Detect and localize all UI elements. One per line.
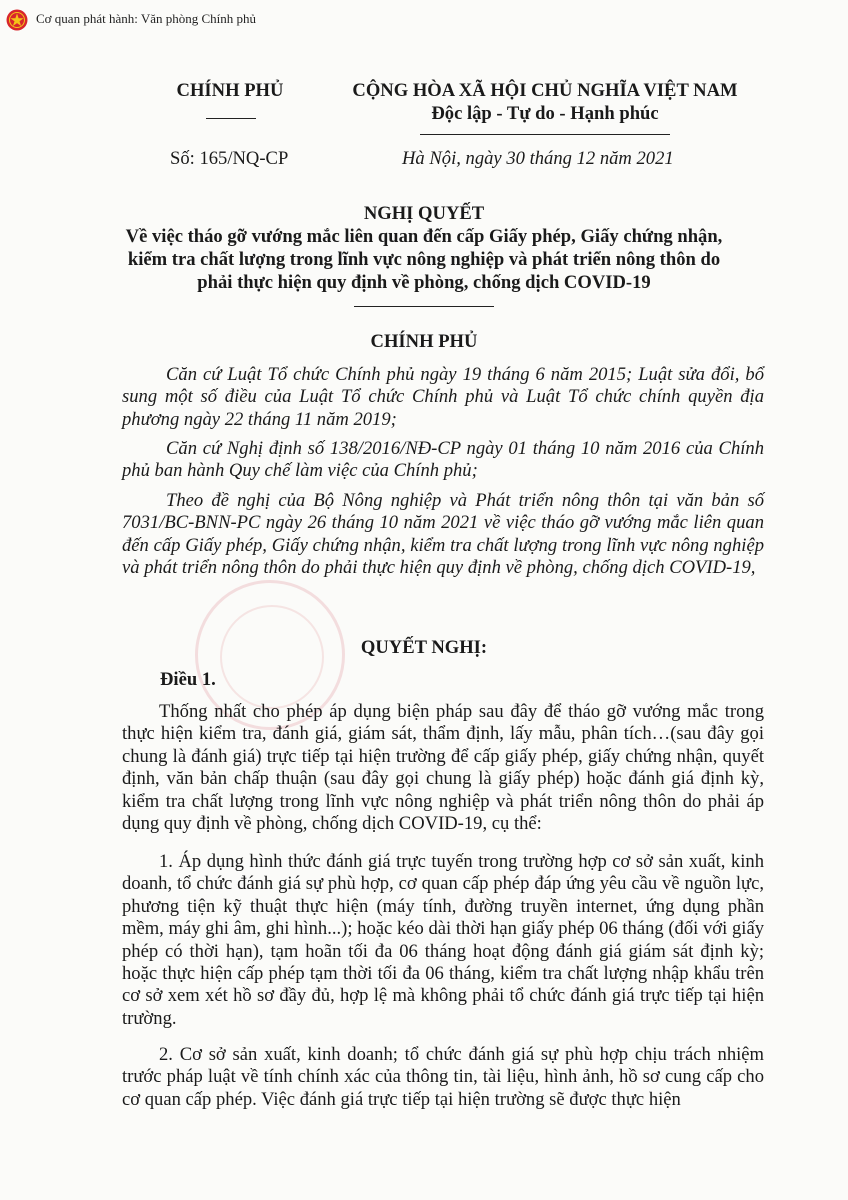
preamble-2: Căn cứ Nghị định số 138/2016/NĐ-CP ngày 01 tháng 10 năm 2016 của Chính phủ ban hành Quy chế làm việc của Chính phủ; [122,438,764,482]
national-motto: Độc lập - Tự do - Hạnh phúc [431,103,659,124]
document-type: NGHỊ QUYẾT [363,203,485,224]
subject-line-1: Về việc tháo gỡ vướng mắc liên quan đến cấp Giấy phép, Giấy chứng nhận, [125,226,723,247]
subject-line-3: phải thực hiện quy định về phòng, chống dịch COVID-19 [197,272,651,293]
motto-divider [420,134,670,135]
preamble-3: Theo đề nghị của Bộ Nông nghiệp và Phát triển nông thôn tại văn bản số 7031/BC-BNN-PC ngày 26 tháng 10 năm 2021 về việc tháo gỡ vướng mắc liên quan đến cấp Giấy phép, Giấy chứng nhận, kiểm tra chất lượng trong lĩnh vực nông nghiệp và phát triển nông thôn do phải thực hiện quy định về phòng, chống dịch COVID-19, [122,490,764,579]
issuer-bar [0,0,848,40]
left-org-name: CHÍNH PHỦ [176,80,284,101]
national-title: CỘNG HÒA XÃ HỘI CHỦ NGHĨA VIỆT NAM [352,80,738,101]
preamble-1: Căn cứ Luật Tổ chức Chính phủ ngày 19 tháng 6 năm 2015; Luật sửa đổi, bổ sung một số điều của Luật Tổ chức Chính phủ và Luật Tổ chức chính quyền địa phương ngày 22 tháng 11 năm 2019; [122,364,764,430]
decision-heading: QUYẾT NGHỊ: [360,637,488,658]
title-divider [354,306,494,307]
subject-line-2: kiểm tra chất lượng trong lĩnh vực nông nghiệp và phát triển nông thôn do [127,249,721,270]
article-1-heading: Điều 1. [160,669,216,690]
article-1-intro: Thống nhất cho phép áp dụng biện pháp sau đây để tháo gỡ vướng mắc trong thực hiện kiểm tra, đánh giá, giám sát, thẩm định, lấy mẫu, phân tích…(sau đây gọi chung là đánh giá) trực tiếp tại hiện trường để cấp giấy phép, giấy chứng nhận, quyết định, văn bản chấp thuận (sau đây gọi chung là giấy phép) hoặc đánh giá định kỳ, kiểm tra chất lượng trong lĩnh vực nông nghiệp và phát triển nông thôn do phải áp dụng quy định về phòng, chống dịch COVID-19, cụ thể: [122,701,764,835]
article-1-item-1: 1. Áp dụng hình thức đánh giá trực tuyến trong trường hợp cơ sở sản xuất, kinh doanh, tổ chức đánh giá sự phù hợp, cơ quan cấp phép đáp ứng yêu cầu về nguồn lực, phương tiện kỹ thuật thực hiện (máy tính, đường truyền internet, ứng dụng phần mềm, máy ghi âm, ghi hình...); hoặc kéo dài thời hạn giấy phép 06 tháng (đối với giấy phép có thời hạn), tạm hoãn tối đa 06 tháng hoạt động đánh giá giám sát định kỳ; hoặc thực hiện cấp phép tạm thời tối đa 06 tháng, kiểm tra chất lượng nhập khẩu trên cơ sở xem xét hồ sơ đầy đủ, hợp lệ mà không phải tổ chức đánh giá trực tiếp tại hiện trường. [122,851,764,1029]
place-and-date: Hà Nội, ngày 30 tháng 12 năm 2021 [402,148,674,169]
article-1-item-2: 2. Cơ sở sản xuất, kinh doanh; tổ chức đánh giá sự phù hợp chịu trách nhiệm trước pháp luật về tính chính xác của thông tin, tài liệu, hình ảnh, hồ sơ cung cấp cho cơ quan cấp phép. Việc đánh giá trực tiếp tại hiện trường sẽ được thực hiện [122,1044,764,1110]
left-org-divider [206,118,256,119]
authority-heading: CHÍNH PHỦ [370,331,478,352]
issuer-label: Cơ quan phát hành: Văn phòng Chính phủ [36,11,257,26]
national-emblem-icon [6,9,28,31]
document-number: Số: 165/NQ-CP [170,148,289,169]
